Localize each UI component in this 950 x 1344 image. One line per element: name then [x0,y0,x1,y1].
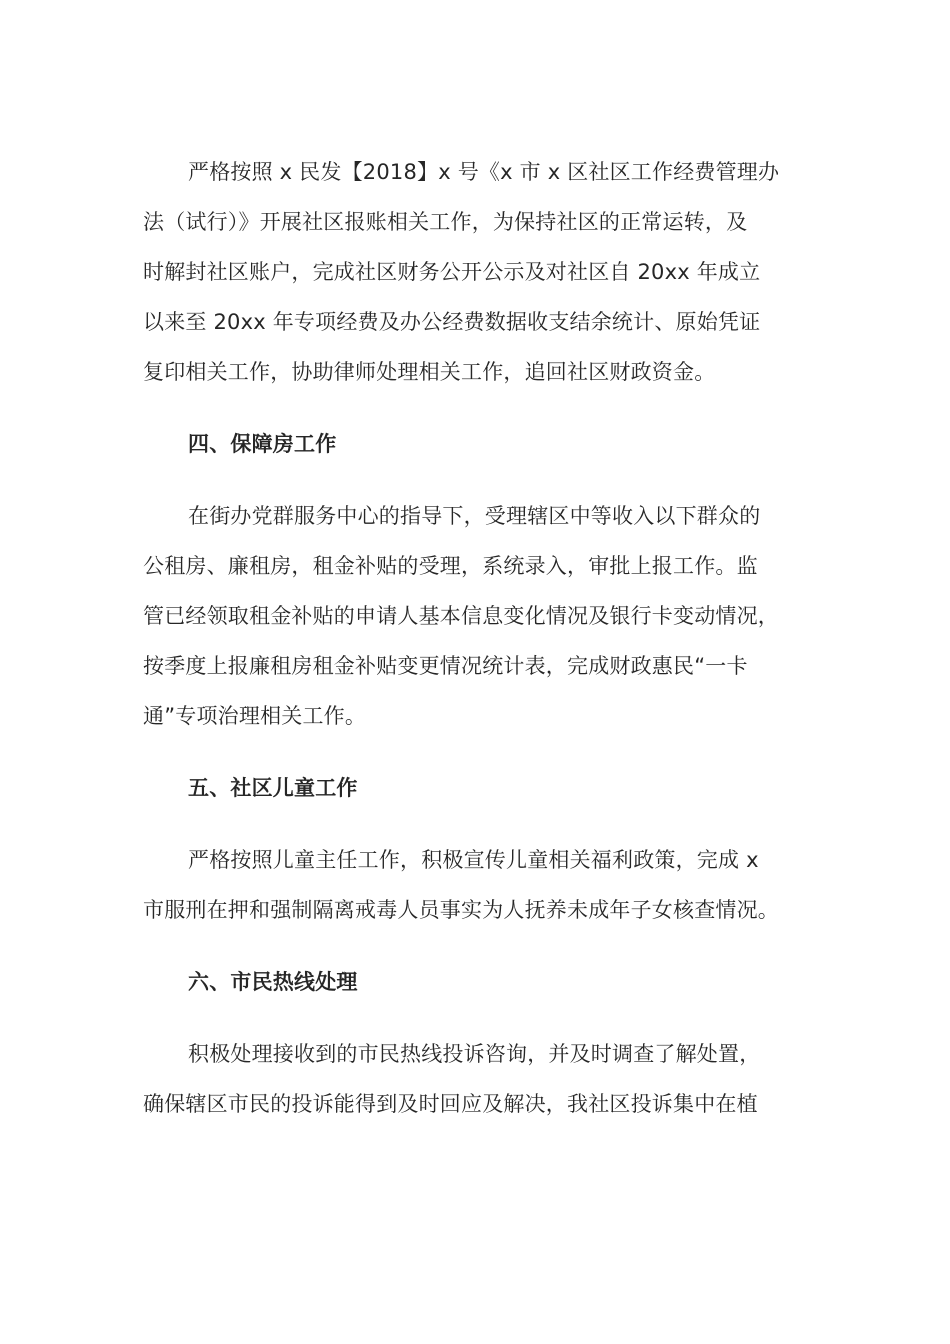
paragraph-line: 法（试行）》开展社区报账相关工作，为保持社区的正常运转，及 [143,210,748,234]
section-heading: 六、市民热线处理 [188,970,358,994]
paragraph-line: 确保辖区市民的投诉能得到及时回应及解决，我社区投诉集中在植 [143,1092,758,1116]
paragraph-line: 按季度上报廉租房租金补贴变更情况统计表，完成财政惠民“一卡 [143,654,748,678]
paragraph-line: 公租房、廉租房，租金补贴的受理，系统录入，审批上报工作。监 [143,554,758,578]
paragraph-line: 严格按照 x 民发【2018】x 号《x 市 x 区社区工作经费管理办 [188,160,780,184]
paragraph-line: 复印相关工作，协助律师处理相关工作，追回社区财政资金。 [143,360,716,384]
paragraph-line: 通”专项治理相关工作。 [143,704,367,728]
section-heading: 五、社区儿童工作 [188,776,358,800]
paragraph-line: 以来至 20xx 年专项经费及办公经费数据收支结余统计、原始凭证 [143,310,761,334]
paragraph-line: 积极处理接收到的市民热线投诉咨询，并及时调查了解处置， [188,1042,761,1066]
paragraph-line: 管已经领取租金补贴的申请人基本信息变化情况及银行卡变动情况， [143,604,779,628]
paragraph-line: 在街办党群服务中心的指导下，受理辖区中等收入以下群众的 [188,504,761,528]
paragraph-line: 严格按照儿童主任工作，积极宣传儿童相关福利政策，完成 x [188,848,759,872]
section-heading: 四、保障房工作 [188,432,337,456]
paragraph-line: 市服刑在押和强制隔离戒毒人员事实为人抚养未成年子女核查情况。 [143,898,779,922]
paragraph-line: 时解封社区账户，完成社区财务公开公示及对社区自 20xx 年成立 [143,260,761,284]
